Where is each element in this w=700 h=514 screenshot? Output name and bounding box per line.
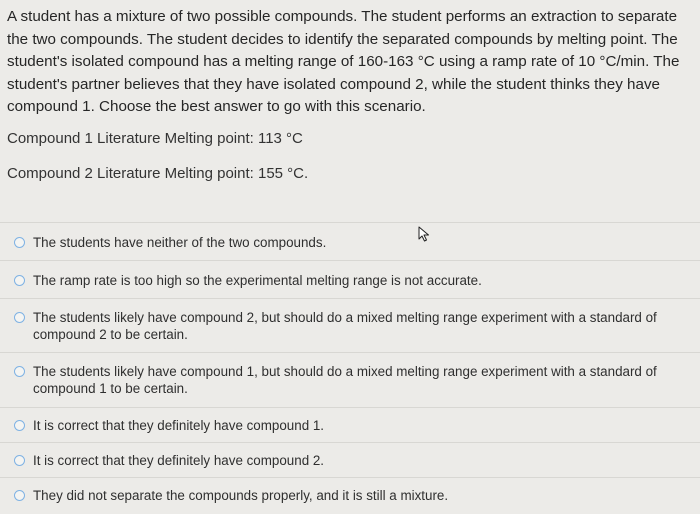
answer-option[interactable] xyxy=(0,260,700,298)
answer-option-label: They did not separate the compounds properly, and it is still a mixture. xyxy=(33,488,449,503)
answer-option-label: The students likely have compound 1, but should do a mixed melting range experiment with a standard of compound 1 to be certain. xyxy=(33,364,657,396)
answer-options xyxy=(0,222,700,514)
answer-option[interactable] xyxy=(0,298,700,352)
answer-option[interactable] xyxy=(0,477,700,514)
answer-option[interactable] xyxy=(0,442,700,477)
radio-button-icon[interactable] xyxy=(14,455,25,466)
answer-option-label: The ramp rate is too high so the experimental melting range is not accurate. xyxy=(33,273,482,288)
answer-option-label: It is correct that they definitely have compound 1. xyxy=(33,418,325,433)
answer-option[interactable] xyxy=(0,352,700,407)
radio-button-icon[interactable] xyxy=(14,237,25,248)
answer-option-label: It is correct that they definitely have compound 2. xyxy=(33,453,325,468)
radio-button-icon[interactable] xyxy=(14,366,25,377)
answer-option[interactable] xyxy=(0,407,700,442)
radio-button-icon[interactable] xyxy=(14,312,25,323)
compound-2-melting-point: Compound 2 Literature Melting point: 155 °C. xyxy=(7,165,309,182)
radio-button-icon[interactable] xyxy=(14,275,25,286)
radio-button-icon[interactable] xyxy=(14,420,25,431)
answer-option-label: The students likely have compound 2, but should do a mixed melting range experiment with a standard of compound 2 to be certain. xyxy=(33,310,657,342)
radio-button-icon[interactable] xyxy=(14,490,25,501)
mouse-pointer-icon xyxy=(418,226,432,242)
question-text: A student has a mixture of two possible compounds. The student performs an extraction to separate the two compounds. The student decides to identify the separated compounds by melting point. The student's isolated compound has a melting range of 160-163 °C using a ramp rate of 10 °C/min. The student's partner believes that they have isolated compound 2, while the student thinks they have compound 1. Choose the best answer to go with this scenario. xyxy=(7,8,680,115)
answer-option-label: The students have neither of the two compounds. xyxy=(33,235,327,250)
compound-1-melting-point: Compound 1 Literature Melting point: 113 °C xyxy=(7,130,303,147)
answer-option[interactable] xyxy=(0,222,700,260)
